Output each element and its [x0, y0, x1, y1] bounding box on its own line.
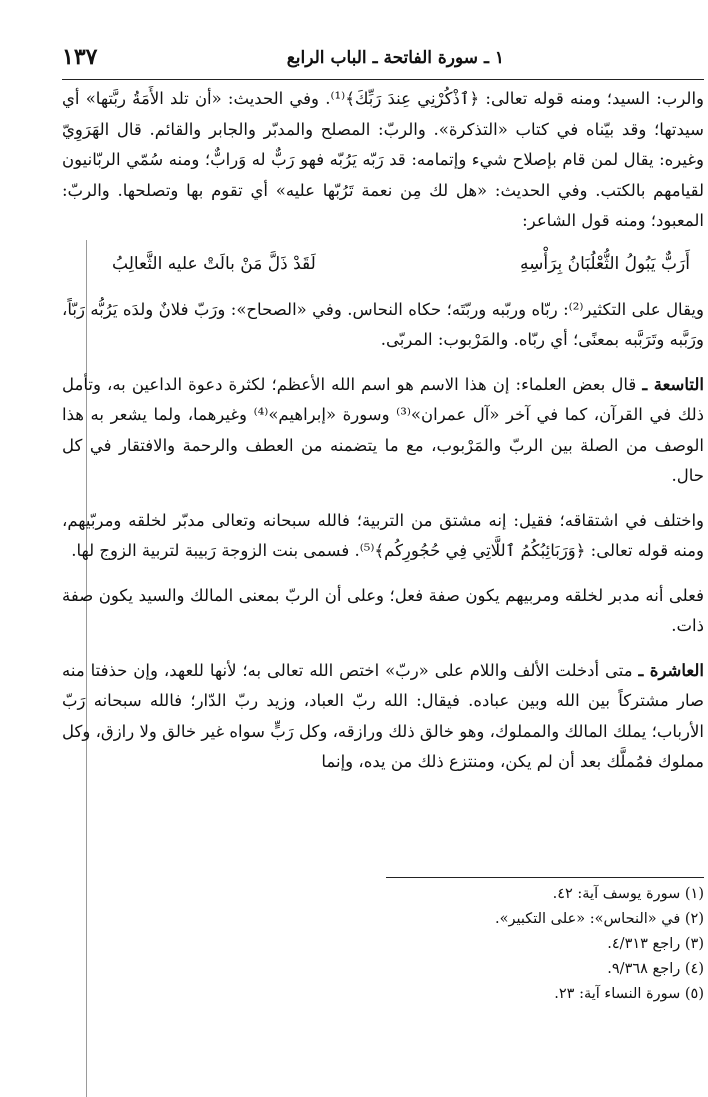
page-number: ١٣٧ — [62, 44, 98, 70]
paragraph-takthir: ويقال على التكثير⁽²⁾: ربّاه وربّبه وربّتَه؛ حكاه النحاس. وفي «الصحاح»: ورَبّ فلانٌ ولدَه يَرُبُّه رَبّاً، ورَبَّبه وتَرَبَّبه بمعنًى؛ أي ربّاه. والمَرْبوب: المربّى. — [62, 299, 704, 349]
section-lead-ninth: التاسعة ـ — [642, 374, 704, 394]
poetry-verse — [62, 243, 704, 287]
footnote-divider — [386, 877, 704, 878]
footnote-item: (١) سورة يوسف آية: ٤٢. — [552, 886, 704, 902]
main-text — [62, 84, 704, 778]
paragraph-derivation: واختلف في اشتقاقه؛ فقيل: إنه مشتق من التربية؛ فالله سبحانه وتعالى مدبّر لخلقه ومربّيهم، ومنه قوله تعالى: ﴿وَرَبَائِبُكُمُ ٱللَّاتِي فِي حُجُورِكُم﴾⁽⁵⁾. فسمى بنت الزوجة رَبيبة لتربية الزوج لها. — [62, 510, 704, 560]
section-lead-tenth: العاشرة ـ — [638, 660, 704, 680]
footnote-item: (٥) سورة النساء آية: ٢٣. — [554, 986, 704, 1002]
page-header — [62, 40, 704, 76]
header-divider — [62, 79, 704, 80]
paragraph-rabb-meanings: والرب: السيد؛ ومنه قوله تعالى: ﴿ٱذْكُرْنِي عِندَ رَبِّكَ﴾⁽¹⁾. وفي الحديث: «أن تلد الأَمَةُ ربَّتها» أي سيدتها؛ وقد بيّناه في كتاب «التذكرة». والربّ: المصلح والمدبّر والجابر والقائم. قال الهَرَوِيّ وغيره: يقال لمن قام بإصلاح شيء وإتمامه: قد رَبّه يَرُبّه فهو رَبٌّ له وَرابٌّ؛ ومنه سُمّي الربّانيون لقيامهم بالكتب. وفي الحديث: «هل لك مِن نعمة تَرُبّها عليه» أي تقوم بها وتصلحها. والربّ: المعبود؛ ومنه قول الشاعر: — [62, 89, 704, 230]
footnote-item: (٤) راجع ٩/٣٦٨. — [607, 961, 704, 977]
paragraph-tenth-text: متى أدخلت الألف واللام على «ربّ» اختص الله تعالى به؛ لأنها للعهد، وإن حذفتا منه صار مشتركاً بين الله وبين عباده. فيقال: الله ربّ العباد، وزيد ربّ الدّار؛ فالله سبحانه رَبّ الأرباب؛ يملك المالك والمملوك، وهو خالق ذلك ورازقه، وكل رَبٍّ سواه غير خالق ولا رازق، وكل مملوك فمُملَّك بعد أن لم يكن، ومنتزع ذلك من يده، وإنما — [62, 660, 704, 771]
footnote-item: (٢) في «النحاس»: «على التكبير». — [495, 911, 704, 927]
footnotes — [200, 882, 704, 1007]
paragraph-attribute: فعلى أنه مدبر لخلقه ومربيهم يكون صفة فعل؛ وعلى أن الربّ بمعنى المالك والسيد يكون صفة ذات. — [62, 585, 704, 635]
verse-second-hemistich: لَقَدْ ذَلَّ مَنْ بالَتْ عليه الثَّعالِبُ — [112, 253, 316, 274]
footnote-item: (٣) راجع ٤/٣١٣. — [607, 936, 704, 952]
paragraph-ninth-text: قال بعض العلماء: إن هذا الاسم هو اسم الله الأعظم؛ لكثرة دعوة الداعين به، وتأمل ذلك في القرآن، كما في آخر «آل عمران»⁽³⁾ وسورة «إبراهيم»⁽⁴⁾ وغيرهما، ولما يشعر به هذا الوصف من الصلة بين الربّ والمَرْبوب، مع ما يتضمنه من العطف والرحمة والافتقار في كل حال. — [62, 374, 704, 485]
running-title: ١ ـ سورة الفاتحة ـ الباب الرابع — [286, 48, 504, 68]
paragraph-ninth — [62, 370, 704, 492]
verse-first-hemistich: أَرَبٌّ يَبُولُ الثُّعْلُبَانُ بِرَأْسِهِ — [520, 253, 690, 274]
paragraph-tenth — [62, 656, 704, 778]
